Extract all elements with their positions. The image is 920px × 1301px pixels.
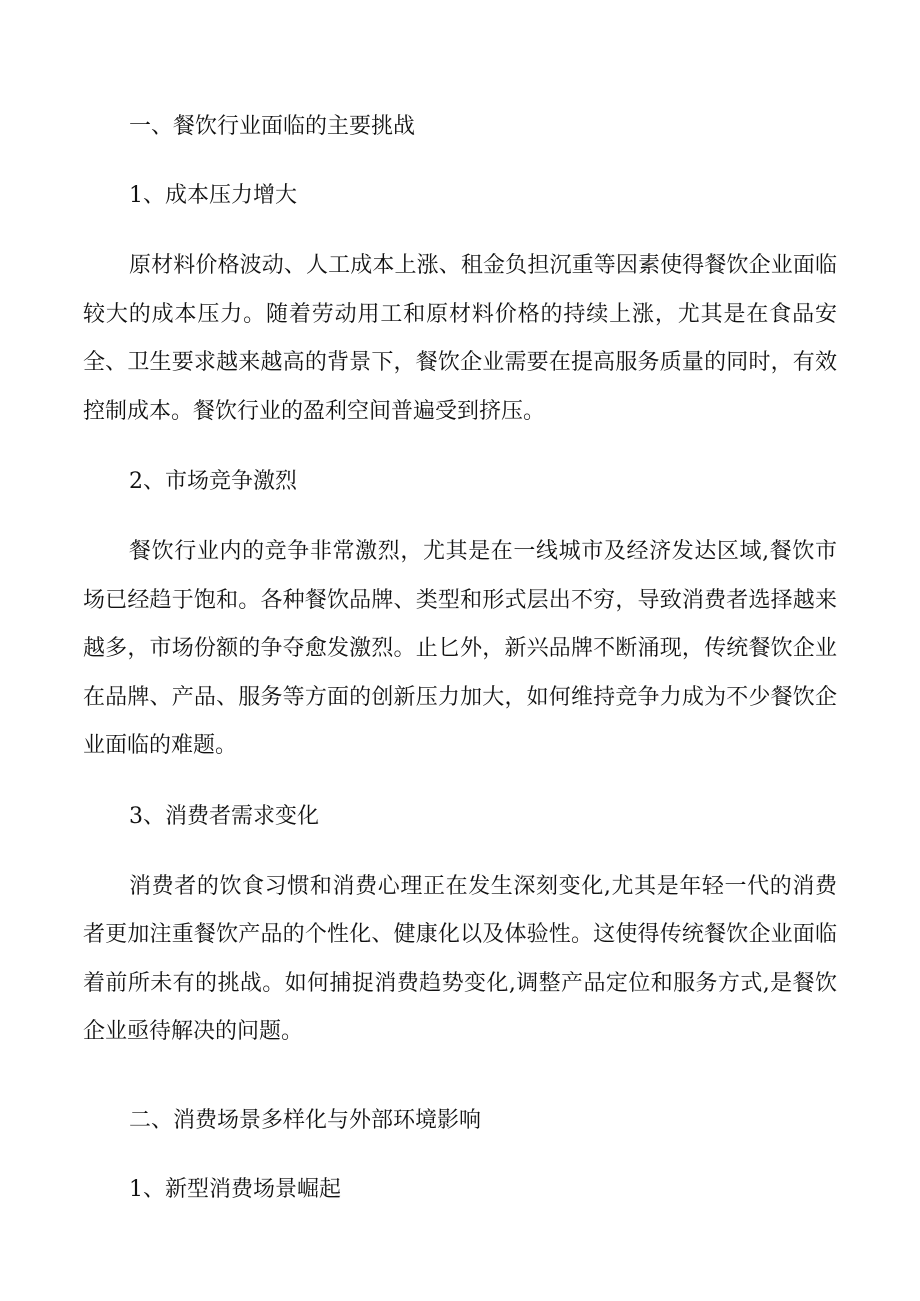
subsection-title-market-competition: 2、市场竞争激烈 <box>129 469 297 494</box>
document-body <box>83 103 837 1214</box>
section-heading-consumption-scenes: 二、消费场景多样化与外部环境影响 <box>129 1107 482 1133</box>
paragraph-market-competition: 餐饮行业内的竞争非常激烈，尤其是在一线城市及经济发达区域,餐饮市场已经趋于饱和。各种餐饮品牌、类型和形式层出不穷，导致消费者选择越来越多，市场份额的争夺愈发激烈。止匕外，新兴品牌不断涌现，传统餐饮企业在品牌、产品、服务等方面的创新压力加大，如何维持竞争力成为不少餐饮企业面临的难题。 <box>83 539 837 758</box>
paragraph-cost-pressure: 原材料价格波动、人工成本上涨、租金负担沉重等因素使得餐饮企业面临较大的成本压力。随着劳动用工和原材料价格的持续上涨，尤其是在食品安全、卫生要求越来越高的背景下，餐饮企业需要在提高服务质量的同时，有效控制成本。餐饮行业的盈利空间普遍受到挤压。 <box>83 253 837 424</box>
subsection-title-consumer-demand: 3、消费者需求变化 <box>129 803 319 829</box>
paragraph-consumer-demand: 消费者的饮食习惯和消费心理正在发生深刻变化,尤其是年轻一代的消费者更加注重餐饮产品的个性化、健康化以及体验性。这使得传统餐饮企业面临着前所未有的挑战。如何捕捉消费趋势变化,调整产品定位和服务方式,是餐饮企业亟待解决的问题。 <box>83 873 837 1044</box>
section-heading-challenges: 一、餐饮行业面临的主要挑战 <box>129 114 416 139</box>
subsection-title-new-scenes: 1、新型消费场景崛起 <box>129 1176 341 1202</box>
subsection-title-cost-pressure: 1、成本压力增大 <box>129 183 297 208</box>
